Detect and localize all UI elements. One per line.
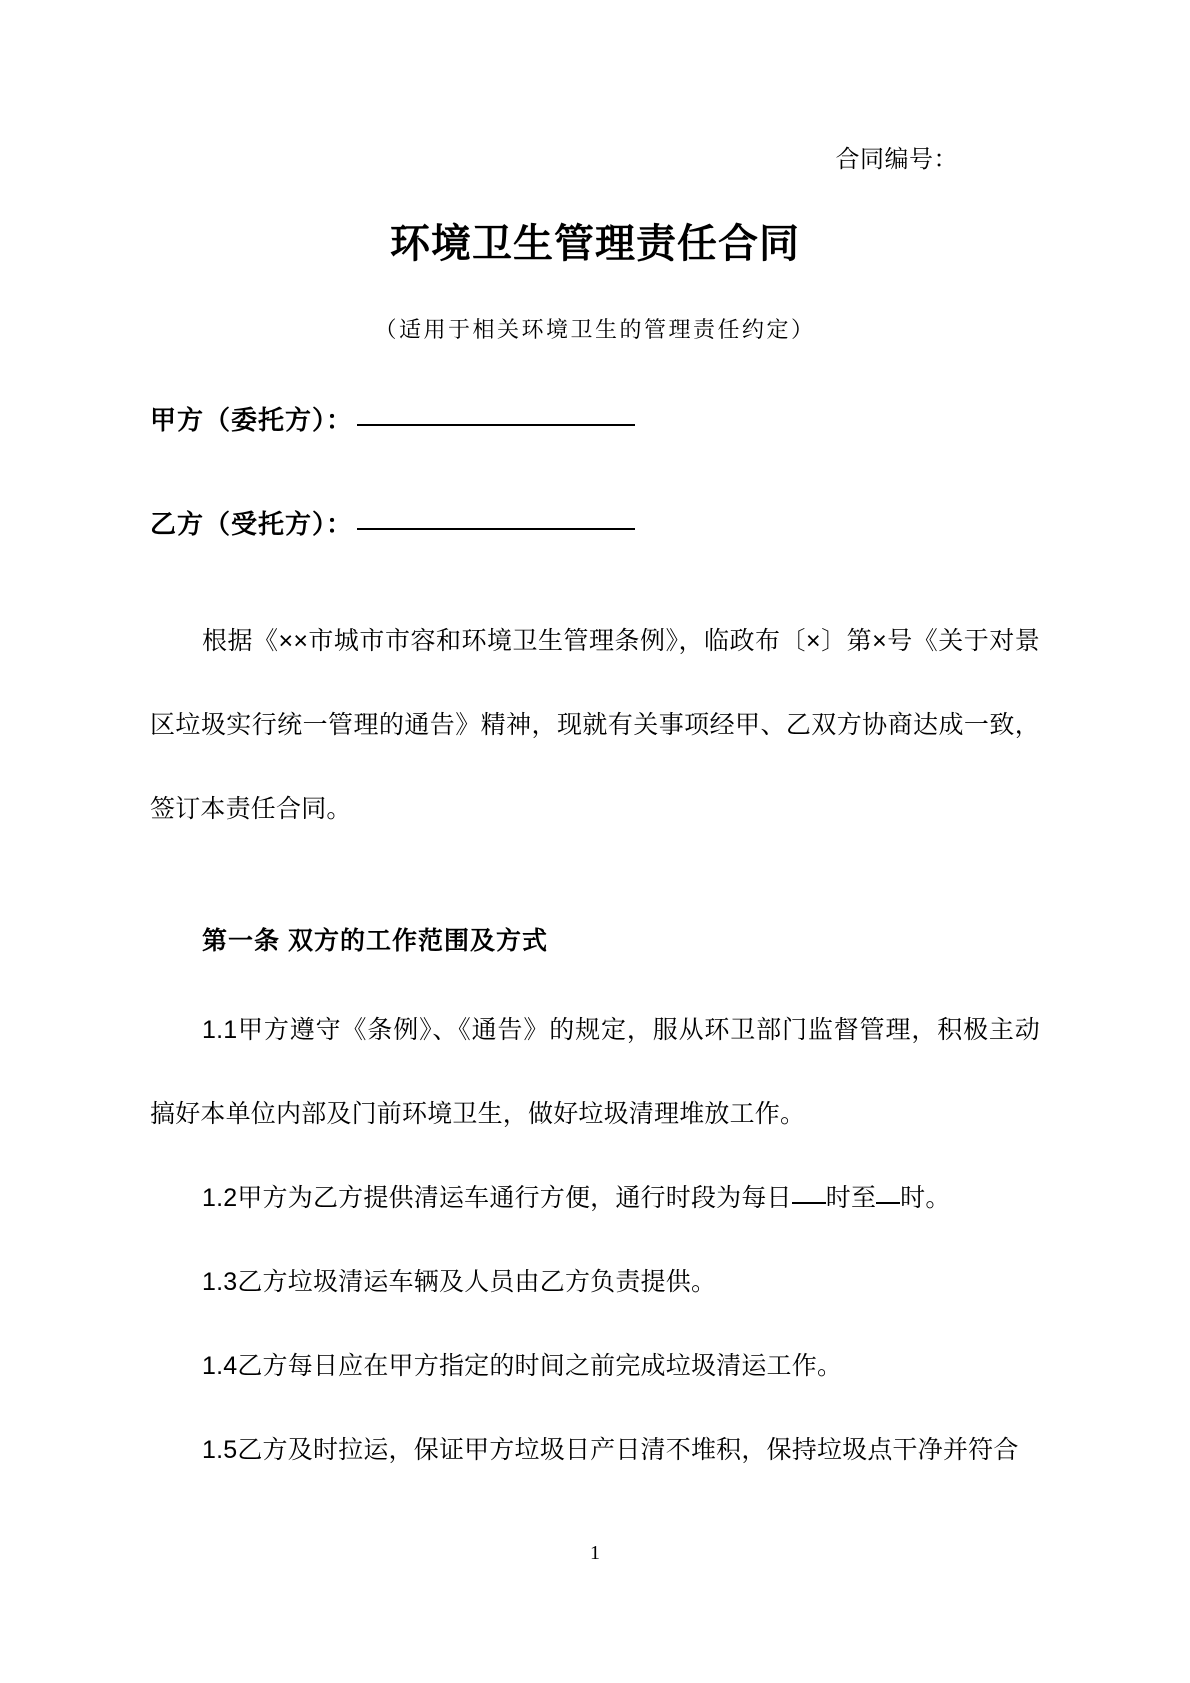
document-content [150, 0, 1040, 1492]
section-one-heading: 第一条 双方的工作范围及方式 [202, 927, 548, 955]
party-a-blank-field[interactable] [357, 424, 635, 426]
party-a-row [150, 407, 1040, 433]
party-b-blank-field[interactable] [357, 528, 635, 530]
clause-1-2 [150, 1156, 1040, 1240]
page-title: 环境卫生管理责任合同 [390, 221, 800, 266]
intro-paragraph: 根据《××市城市市容和环境卫生管理条例》，临政布〔×〕第×号《关于对景区垃圾实行统一管理的通告》精神，现就有关事项经甲、乙双方协商达成一致，签订本责任合同。 [150, 627, 1040, 823]
clause-1-5: 1.5乙方及时拉运，保证甲方垃圾日产日清不堆积，保持垃圾点干净并符合 [202, 1436, 1019, 1464]
clause-1-2-start-time-blank[interactable] [792, 1202, 826, 1204]
clause-1-2-text-between: 时至 [825, 1184, 877, 1212]
clause-1-2-end-time-blank[interactable] [876, 1202, 900, 1204]
page-number: 1 [590, 1542, 600, 1564]
contract-number-label: 合同编号： [835, 146, 958, 173]
clause-1-2-text-before: 1.2甲方为乙方提供清运车通行方便，通行时段为每日 [202, 1184, 792, 1212]
clause-1-3: 1.3乙方垃圾清运车辆及人员由乙方负责提供。 [202, 1268, 717, 1296]
document-subtitle: （适用于相关环境卫生的管理责任约定） [374, 317, 816, 342]
clause-1-1: 1.1甲方遵守《条例》、《通告》的规定，服从环卫部门监督管理，积极主动搞好本单位内部及门前环境卫生，做好垃圾清理堆放工作。 [150, 1016, 1040, 1128]
party-b-label: 乙方（受托方）： [150, 509, 354, 539]
clause-1-4: 1.4乙方每日应在甲方指定的时间之前完成垃圾清运工作。 [202, 1352, 843, 1380]
clause-1-2-text-after: 时。 [900, 1184, 951, 1212]
party-b-row [150, 511, 1040, 537]
party-a-label: 甲方（委托方）： [150, 405, 354, 435]
